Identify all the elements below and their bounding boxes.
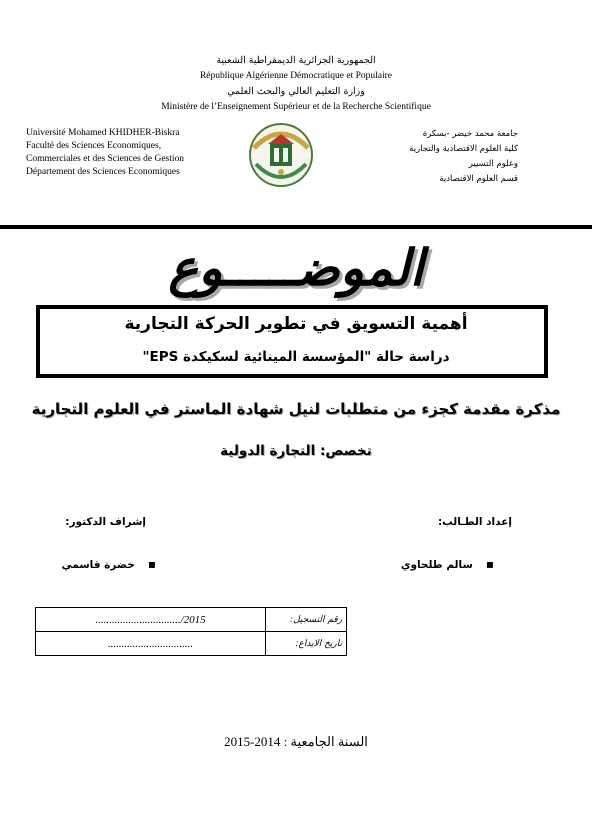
university-line-ar: جامعة محمد خيضر -بسكرة bbox=[422, 129, 518, 139]
university-info-french bbox=[26, 127, 184, 179]
memo-statement: مذكرة مقدمة كجزء من متطلبات لنيل شهادة الماستر في العلوم التجارية bbox=[31, 400, 561, 418]
bullet-icon: ▪ bbox=[147, 557, 156, 571]
student-name: سالم طلحاوي bbox=[400, 559, 473, 571]
faculty-line-2: Commerciales et des Sciences de Gestion bbox=[26, 154, 185, 164]
supervisor-name: خضرة قاسمي bbox=[61, 559, 135, 571]
faculty-line: Faculté des Sciences Economiques, bbox=[26, 141, 162, 151]
table-row bbox=[36, 632, 347, 656]
deposit-date-label: تاريخ الايداع: bbox=[266, 632, 347, 656]
bullet-icon: ▪ bbox=[485, 557, 494, 571]
header-divider bbox=[0, 225, 592, 229]
faculty-line-ar-2: وعلوم التسيير bbox=[468, 159, 518, 169]
table-row bbox=[36, 608, 347, 632]
registration-table bbox=[35, 607, 347, 656]
ministry-french: Ministère de l’Enseignement Supérieur et de la Recherche Scientifique bbox=[161, 102, 431, 112]
case-study-subtitle: دراسة حالة "المؤسسة المينائية لسكيكدة EPS" bbox=[142, 349, 450, 365]
supervisor-entry bbox=[62, 553, 156, 573]
department-line: Département des Sciences Economiques bbox=[26, 167, 180, 177]
ministry-arabic: وزارة التعليم العالي والبحث العلمي bbox=[227, 86, 365, 97]
academic-year: السنة الجامعية : 2014-2015 bbox=[224, 734, 368, 749]
student-entry bbox=[401, 553, 494, 573]
thesis-title: أهمية التسويق في تطوير الحركة التجارية bbox=[124, 314, 468, 334]
registration-number-value: .............................../2015 bbox=[36, 608, 266, 632]
student-label: إعداد الطـالب: bbox=[437, 516, 512, 528]
faculty-line-ar: كلية العلوم الاقتصادية والتجارية bbox=[409, 144, 518, 154]
department-line-ar: قسم العلوم الاقتصادية bbox=[439, 174, 518, 184]
deposit-date-value: ............................... bbox=[36, 632, 266, 656]
registration-number-label: رقم التسجيل: bbox=[266, 608, 347, 632]
supervisor-label: إشراف الدكتور: bbox=[65, 516, 146, 528]
topic-heading: الموضـــــوع bbox=[168, 239, 424, 297]
republic-arabic: الجمهورية الجزائرية الديمقراطية الشعبية bbox=[216, 55, 376, 66]
university-info-arabic bbox=[409, 127, 518, 187]
republic-french: République Algérienne Démocratique et Populaire bbox=[199, 71, 393, 81]
university-line: Université Mohamed KHIDHER-Biskra bbox=[26, 128, 180, 138]
university-emblem-icon bbox=[248, 120, 314, 190]
specialization: تخصص: التجارة الدولية bbox=[220, 443, 372, 459]
